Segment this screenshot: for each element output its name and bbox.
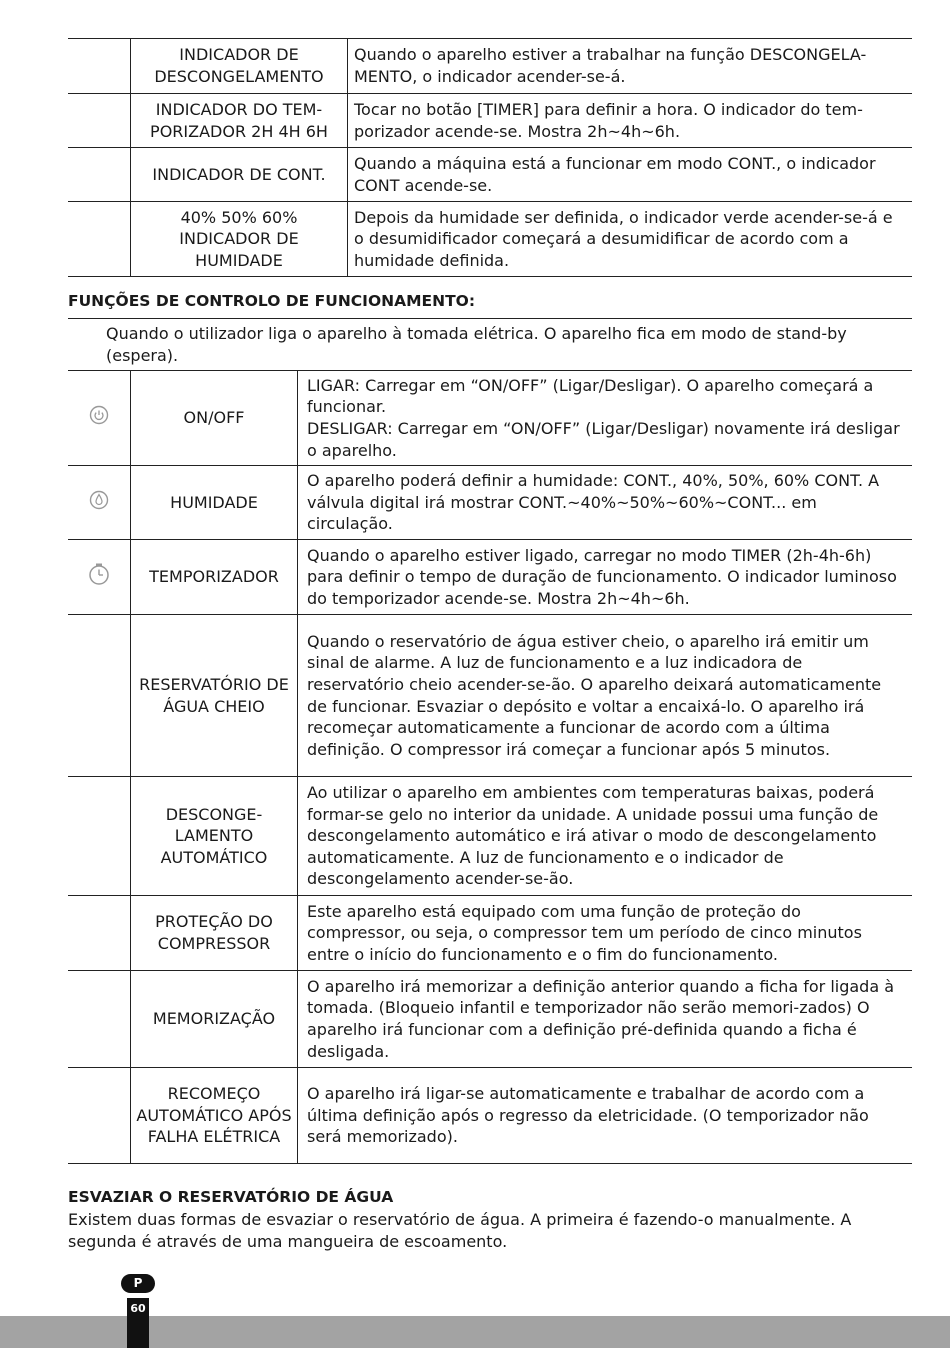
indicator-name: INDICADOR DE DESCONGELAMENTO	[131, 39, 348, 94]
body-paragraph: Existem duas formas de esvaziar o reservatório de água. A primeira é fazendo-o manualmente. A segunda é através de uma mangueira de escoamento.	[68, 1210, 852, 1251]
table-row	[68, 1068, 912, 1164]
function-description: LIGAR: Carregar em “ON/OFF” (Ligar/Desligar). O aparelho começará a funcionar.	[307, 375, 874, 417]
timer-clock-icon	[87, 562, 111, 592]
indicator-description: Quando o aparelho estiver a trabalhar na função DESCONGELA-MENTO, o indicador acender-se-á.	[354, 45, 867, 86]
function-name: RESERVATÓRIO DE ÁGUA CHEIO	[131, 615, 298, 777]
function-description: DESLIGAR: Carregar em “ON/OFF” (Ligar/Desligar) novamente irá desligar o aparelho.	[307, 419, 900, 460]
indicator-name: INDICADOR DO TEM-PORIZADOR 2H 4H 6H	[131, 94, 348, 148]
language-badge: P	[121, 1274, 155, 1293]
function-name: MEMORIZAÇÃO	[131, 971, 298, 1068]
table-row	[68, 615, 912, 777]
function-description: O aparelho irá memorizar a definição anterior quando a ficha for ligada à tomada. (Bloqueio infantil e temporizador não serão memori-zados) O aparelho irá funcionar com a definição pré-definida quando a ficha é desligada.	[307, 976, 895, 1061]
table-row	[68, 466, 912, 540]
function-description: Quando o reservatório de água estiver cheio, o aparelho irá emitir um sinal de alarme. A luz de funcionamento e a luz indicadora de reservatório cheio acender-se-ão. O aparelho deixará automaticamente de funcionar. Esvaziar o depósito e voltar a encaixá-lo. O aparelho irá recomeçar automaticamente a funcionar de acordo com a última definição. O compressor irá começar a funcionar após 5 minutos.	[307, 631, 882, 759]
indicator-description: Quando a máquina está a funcionar em modo CONT., o indicador CONT acende-se.	[354, 153, 876, 195]
function-description: O aparelho irá ligar-se automaticamente e trabalhar de acordo com a última definição após o regresso da eletricidade. (O temporizador não será memorizado).	[307, 1084, 869, 1147]
function-name: HUMIDADE	[131, 466, 298, 540]
indicator-table	[68, 38, 912, 277]
power-button-icon	[89, 405, 109, 431]
table-row	[68, 971, 912, 1068]
function-description: Este aparelho está equipado com uma função de proteção do compressor, ou seja, o compressor tem um período de cinco minutos entre o início do funcionamento e o fim do funcionamento.	[307, 901, 862, 964]
page-number: 60	[130, 1302, 146, 1315]
section-heading: FUNÇÕES DE CONTROLO DE FUNCIONAMENTO:	[68, 292, 476, 310]
function-name: ON/OFF	[131, 371, 298, 466]
table-row	[68, 540, 912, 615]
function-description: Quando o aparelho estiver ligado, carregar no modo TIMER (2h-4h-6h) para definir o tempo de duração de funcionamento. O indicador luminoso do temporizador acende-se. Mostra 2h~4h~6h.	[307, 545, 897, 608]
indicator-description: Tocar no botão [TIMER] para definir a hora. O indicador do tem-porizador acende-se. Mostra 2h~4h~6h.	[354, 99, 863, 141]
table-row	[68, 777, 912, 896]
function-name: PROTEÇÃO DO COMPRESSOR	[131, 896, 298, 971]
functions-table	[68, 370, 912, 1164]
table-row	[68, 39, 912, 94]
table-row	[68, 896, 912, 971]
indicator-description: Depois da humidade ser definida, o indicador verde acender-se-á e o desumidificador começará a desumidificar de acordo com a humidade definida.	[354, 207, 893, 270]
divider	[68, 318, 912, 319]
section-heading: ESVAZIAR O RESERVATÓRIO DE ÁGUA	[68, 1188, 394, 1206]
table-row	[68, 371, 912, 466]
function-name: TEMPORIZADOR	[131, 540, 298, 615]
function-name: RECOMEÇO AUTOMÁTICO APÓS FALHA ELÉTRICA	[131, 1068, 298, 1164]
function-name: DESCONGE-LAMENTO AUTOMÁTICO	[131, 777, 298, 896]
function-description: Ao utilizar o aparelho em ambientes com temperaturas baixas, poderá formar-se gelo no interior da unidade. A unidade possui uma função de descongelamento automático e irá ativar o modo de descongelamento automaticamente. A luz de funcionamento e o indicador de descongelamento acender-se-ão.	[307, 783, 879, 889]
humidity-drop-icon	[89, 490, 109, 516]
function-description: O aparelho poderá definir a humidade: CONT., 40%, 50%, 60% CONT. A válvula digital irá mostrar CONT.~40%~50%~60%~CONT... em circulação.	[307, 471, 880, 534]
table-row	[68, 148, 912, 202]
table-row	[68, 94, 912, 148]
indicator-name: INDICADOR DE CONT.	[131, 148, 348, 202]
table-row	[68, 202, 912, 277]
indicator-name: 40% 50% 60% INDICADOR DE HUMIDADE	[131, 202, 348, 277]
intro-paragraph: Quando o utilizador liga o aparelho à tomada elétrica. O aparelho fica em modo de stand-by (espera).	[106, 324, 847, 365]
